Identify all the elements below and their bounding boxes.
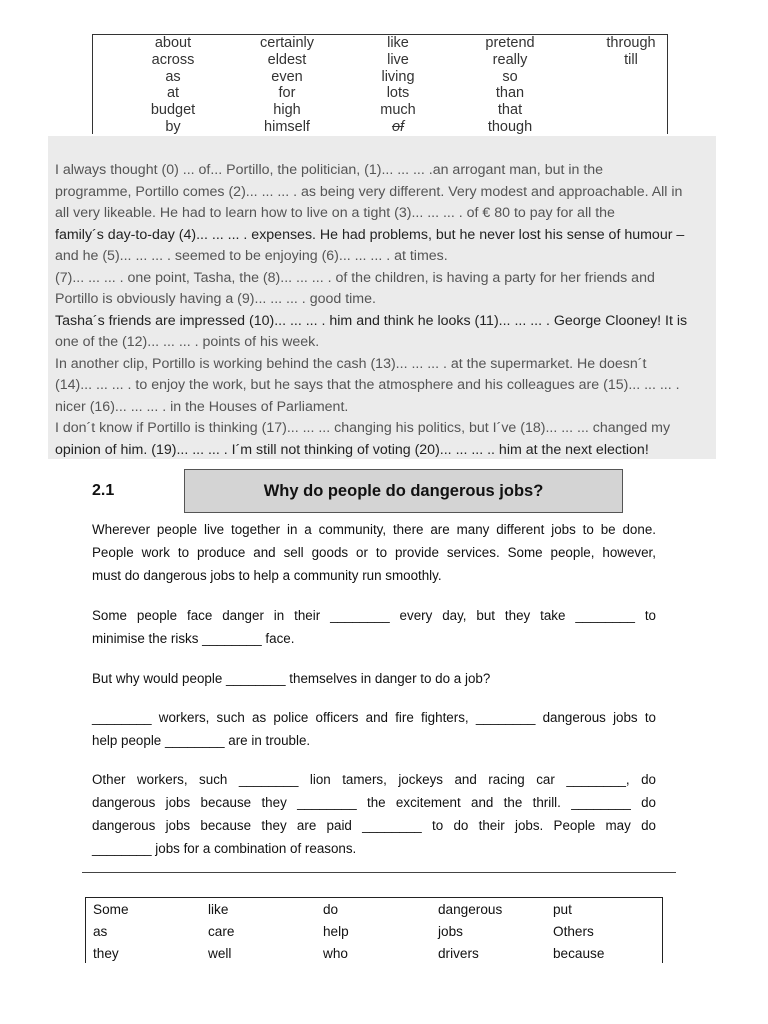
passage-line: Portillo is obviously having a (9)... ... ... . good time. — [55, 291, 376, 307]
word: at — [166, 85, 180, 102]
word: like — [208, 902, 229, 917]
word: care — [208, 924, 235, 939]
word: across — [151, 51, 195, 68]
passage-line: nicer (16)... ... ... . in the Houses of Parliament. — [55, 398, 349, 415]
exercise-paragraph-3 — [92, 667, 656, 690]
exercise-line: Wherever people live together in a community, there are many different jobs to be done. — [92, 522, 656, 537]
passage-line: all very likeable. He had to learn how to live on a tight (3)... ... ... . of € 80 to pay for all the — [55, 205, 615, 221]
word: as — [93, 924, 108, 939]
word: Some — [93, 902, 129, 917]
word: jobs — [438, 924, 463, 939]
exercise-paragraph-5 — [92, 768, 656, 860]
word-box-top — [92, 34, 668, 134]
word: through — [606, 35, 656, 51]
passage-line: I don´t know if Portillo is thinking (17)... ... ... changing his politics, but I´ve (18)... ... ... changed my — [55, 420, 671, 436]
exercise-line: Some people face danger in their ________ every day, but they take ________ to — [92, 608, 656, 623]
passage-line: programme, Portillo comes (2)... ... ... . as being very different. Very modest and approachable. All in — [55, 183, 683, 200]
exercise-paragraph-4 — [92, 706, 656, 752]
exercise-line: dangerous jobs because they ________ the excitement and the thrill. ________ do — [92, 795, 656, 810]
word: though — [487, 118, 533, 135]
exercise-paragraph-1 — [92, 518, 656, 587]
section-number: 2.1 — [92, 482, 115, 499]
word: put — [553, 902, 572, 917]
word: than — [495, 85, 525, 102]
word-column-5 — [591, 35, 671, 69]
divider-line — [82, 872, 676, 873]
word-column-4 — [470, 35, 550, 136]
word-struck: of — [391, 118, 405, 135]
word: do — [323, 902, 339, 917]
exercise-paragraph-2 — [92, 604, 656, 650]
word-box-bottom — [85, 897, 663, 963]
word: till — [624, 51, 638, 68]
exercise-line: ________ workers, such as police officers and fire fighters, ________ dangerous jobs to — [92, 710, 656, 725]
exercise-line: help people ________ are in trouble. — [92, 733, 311, 748]
passage-text — [55, 160, 717, 461]
passage-line: (14)... ... ... . to enjoy the work, but he says that the atmosphere and his colleagues are (15)... ... ... . — [55, 377, 680, 393]
exercise-line: Other workers, such ________ lion tamers, jockeys and racing car ________, do — [92, 772, 656, 787]
exercise-line: must do dangerous jobs to help a community run smoothly. — [92, 568, 442, 583]
exercise-line: ________ jobs for a combination of reasons. — [92, 841, 357, 856]
word: budget — [150, 102, 196, 119]
section-title: Why do people do dangerous jobs? — [263, 481, 544, 500]
word: well — [208, 946, 232, 961]
word: so — [502, 68, 518, 85]
word: himself — [264, 118, 310, 135]
word: Others — [553, 924, 594, 939]
passage-line: (7)... ... ... . one point, Tasha, the (8)... ... ... . of the children, is having a party for her friends and — [55, 269, 655, 286]
word: lots — [386, 85, 410, 102]
exercise-line: minimise the risks ________ face. — [92, 631, 295, 646]
word: as — [165, 68, 181, 85]
word: certainly — [260, 35, 314, 51]
word: for — [278, 85, 296, 102]
word: dangerous — [438, 902, 503, 917]
word: drivers — [438, 946, 479, 961]
word: by — [165, 118, 181, 135]
word: really — [492, 51, 528, 68]
word: they — [93, 946, 119, 961]
word-column-2 — [239, 35, 335, 136]
word: much — [380, 102, 416, 119]
passage-line: family´s day-to-day (4)... ... ... . expenses. He had problems, but he never lost his sense of humour – — [55, 226, 685, 243]
word: help — [323, 924, 349, 939]
word: that — [497, 102, 523, 119]
word-column-1 — [133, 35, 213, 136]
word-column-3 — [363, 35, 433, 136]
passage-line: opinion of him. (19)... ... ... . I´m still not thinking of voting (20)... ... ... .. him at the next election! — [55, 441, 649, 458]
section-title-box — [184, 469, 623, 513]
word: like — [387, 35, 409, 51]
word: pretend — [485, 35, 535, 51]
exercise-line: dangerous jobs because they are paid ________ to do their jobs. People may do — [92, 818, 656, 833]
passage-line: I always thought (0) ... of... Portillo, the politician, (1)... ... ... .an arrogant man, but in the — [55, 162, 604, 178]
passage-line: In another clip, Portillo is working behind the cash (13)... ... ... . at the supermarket. He doesn´t — [55, 355, 647, 372]
passage-line: one of the (12)... ... ... . points of his week. — [55, 334, 320, 350]
exercise-line: But why would people ________ themselves in danger to do a job? — [92, 671, 491, 686]
word: because — [553, 946, 605, 961]
word: live — [387, 51, 409, 68]
word: living — [381, 68, 415, 85]
word: even — [271, 68, 303, 85]
word: high — [273, 102, 301, 119]
passage-line: and he (5)... ... ... . seemed to be enjoying (6)... ... ... . at times. — [55, 248, 448, 264]
word: who — [323, 946, 348, 961]
exercise-line: People work to produce and sell goods or to provide services. Some people, however, — [92, 545, 656, 560]
word: about — [154, 35, 192, 51]
word: eldest — [267, 51, 307, 68]
passage-line: Tasha´s friends are impressed (10)... ... ... . him and think he looks (11)... ... ... . George Clooney! It is — [55, 312, 688, 329]
